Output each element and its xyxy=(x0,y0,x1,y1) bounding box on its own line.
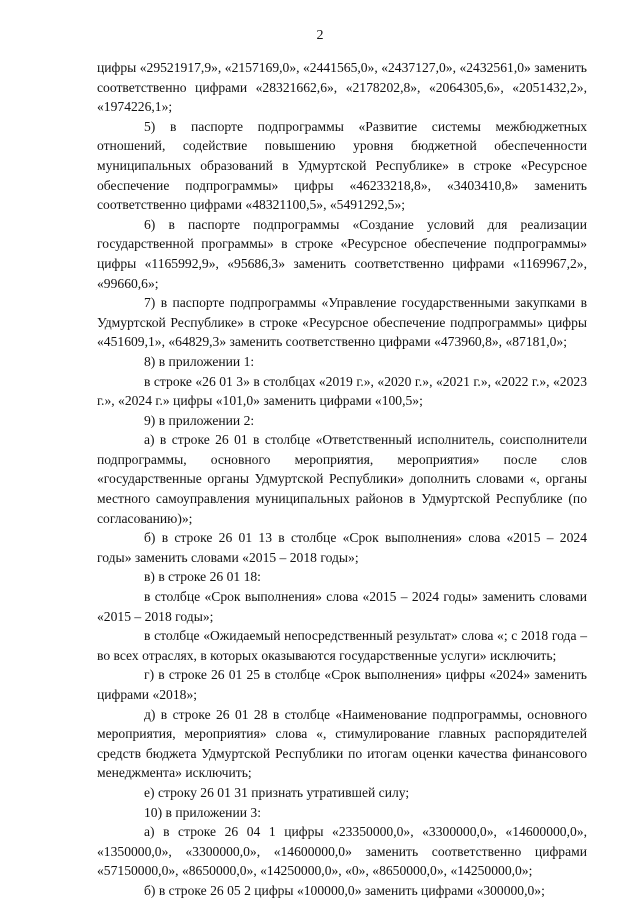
paragraph: 7) в паспорте подпрограммы «Управление государственными закупками в Удмуртской Республике» в строке «Ресурсное обеспечение подпрограммы» цифры «451609,1», «64829,3» заменить соответственно цифрами «473960,8», «87181,0»; xyxy=(97,295,587,350)
paragraph: г) в строке 26 01 25 в столбце «Срок выполнения» цифры «2024» заменить цифрами «2018»; xyxy=(97,667,587,702)
paragraph: в строке «26 01 3» в столбцах «2019 г.», «2020 г.», «2021 г.», «2022 г.», «2023 г.», «2024 г.» цифры «101,0» заменить цифрами «100,5»; xyxy=(97,373,587,409)
paragraph: б) в строке 26 05 2 цифры «100000,0» заменить цифрами «300000,0»; xyxy=(144,882,545,898)
document-body xyxy=(97,58,587,901)
paragraph: а) в строке 26 04 1 цифры «23350000,0», «3300000,0», «14600000,0», «1350000,0», «3300000,0», «14600000,0» заменить соответственно цифрами «57150000,0», «8650000,0», «14250000,0», «0», «8650000,0», «14250000,0»; xyxy=(97,824,587,879)
page-number: 2 xyxy=(316,28,324,43)
paragraph: д) в строке 26 01 28 в столбце «Наименование подпрограммы, основного мероприятия, мероприятия» слова «, стимулирование главных распорядителей средств бюджета Удмуртской Республики по итогам оценки качества финансового менеджмента» исключить; xyxy=(97,706,587,781)
paragraph: е) строку 26 01 31 признать утратившей силу; xyxy=(144,784,410,800)
paragraph: б) в строке 26 01 13 в столбце «Срок выполнения» слова «2015 – 2024 годы» заменить словами «2015 – 2018 годы»; xyxy=(97,530,587,565)
paragraph: в столбце «Срок выполнения» слова «2015 – 2024 годы» заменить словами «2015 – 2018 годы»; xyxy=(97,589,587,624)
paragraph: а) в строке 26 01 в столбце «Ответственный исполнитель, соисполнители подпрограммы, основного мероприятия, мероприятия» после слов «государственные органы Удмуртской Республики» дополнить словами «, органы местного самоуправления муниципальных районов в Удмуртской Республике (по согласованию)»; xyxy=(97,432,587,526)
paragraph: 5) в паспорте подпрограммы «Развитие системы межбюджетных отношений, содействие повышению уровня бюджетной обеспеченности муниципальных образований в Удмуртской Республике» в строке «Ресурсное обеспечение подпрограммы» цифры «46233218,8», «3403410,8» заменить соответственно цифрами «48321100,5», «5491292,5»; xyxy=(97,118,587,213)
paragraph: в столбце «Ожидаемый непосредственный результат» слова «; с 2018 года – во всех отраслях, в которых оказываются государственные услуги» исключить; xyxy=(97,628,587,663)
paragraph: в) в строке 26 01 18: xyxy=(144,569,261,585)
paragraph: 8) в приложении 1: xyxy=(144,353,255,369)
paragraph: цифры «29521917,9», «2157169,0», «2441565,0», «2437127,0», «2432561,0» заменить соответственно цифрами «28321662,6», «2178202,8», «2064305,6», «2051432,2», «1974226,1»; xyxy=(97,60,587,115)
paragraph: 6) в паспорте подпрограммы «Создание условий для реализации государственной программы» в строке «Ресурсное обеспечение подпрограммы» цифры «1165992,9», «95686,3» заменить соответственно цифрами «1169967,2», «99660,6»; xyxy=(97,216,587,291)
paragraph: 9) в приложении 2: xyxy=(144,412,255,428)
paragraph: 10) в приложении 3: xyxy=(144,804,261,820)
